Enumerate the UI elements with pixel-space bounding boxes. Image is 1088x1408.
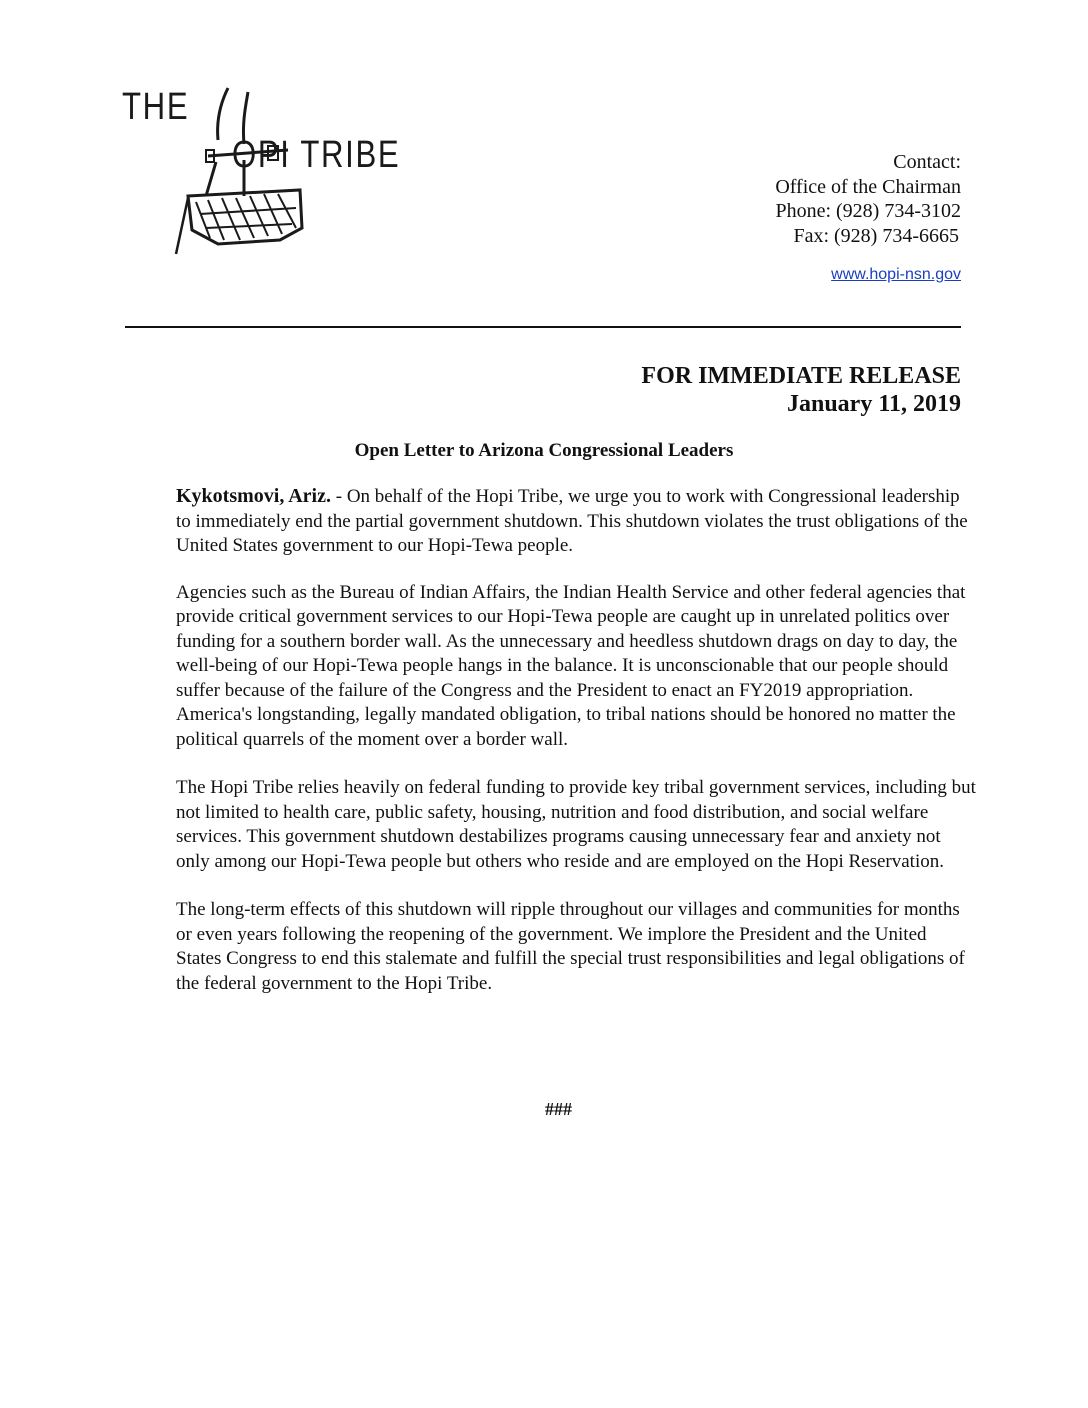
paragraph-4: The long-term effects of this shutdown will ripple throughout our villages and communities for months or even years following the reopening of the government. We implore the President and the United States Congress to end this stalemate and fulfill the special trust responsibilities and legal obligations of the federal government to the Hopi Tribe.: [176, 899, 965, 994]
letter-body: [176, 484, 976, 1020]
header-divider: [125, 326, 961, 328]
contact-office: Office of the Chairman: [775, 175, 961, 198]
logo-word-hopi-tribe: OPI TRIBE: [232, 134, 401, 176]
paragraph-2: Agencies such as the Bureau of Indian Affairs, the Indian Health Service and other federal agencies that provide critical government services to our Hopi-Tewa people are caught up in unrelated politics over funding for a southern border wall. As the unnecessary and heedless shutdown drags on day to day, the well-being of our Hopi-Tewa people hangs in the balance. It is unconscionable that our people should suffer because of the failure of the Congress and the President to enact an FY2019 appropriation. America's longstanding, legally mandated obligation, to tribal nations should be honored no matter the political quarrels of the moment over a border wall.: [176, 581, 966, 750]
release-date: January 11, 2019: [786, 391, 961, 417]
dateline: Kykotsmovi, Ariz.: [176, 485, 331, 507]
hopi-tribe-logo: [118, 78, 438, 258]
logo-word-the: THE: [122, 86, 190, 128]
release-status: FOR IMMEDIATE RELEASE: [641, 363, 961, 389]
paragraph-1: [176, 484, 976, 559]
contact-label: Contact:: [893, 151, 961, 173]
contact-fax: Fax: (928) 734-6665: [793, 224, 959, 247]
contact-phone: Phone: (928) 734-3102: [775, 200, 961, 222]
paragraph-3: The Hopi Tribe relies heavily on federal funding to provide key tribal government services, including but not limited to health care, public safety, housing, nutrition and food distribution, and social welfare services. This government shutdown destabilizes programs causing unnecessary fear and anxiety not only among our Hopi-Tewa people but others who reside and are employed on the Hopi Reservation.: [176, 777, 976, 872]
release-block: [641, 362, 961, 418]
paragraph-1-text: - On behalf of the Hopi Tribe, we urge you to work with Congressional leadership to immediately end the partial government shutdown. This shutdown violates the trust obligations of the United States government to our Hopi-Tewa people.: [176, 486, 968, 556]
end-mark: ###: [545, 1099, 572, 1119]
website-link[interactable]: www.hopi-nsn.gov: [831, 266, 961, 283]
contact-block: [775, 150, 961, 248]
letter-headline: Open Letter to Arizona Congressional Leaders: [354, 440, 734, 461]
